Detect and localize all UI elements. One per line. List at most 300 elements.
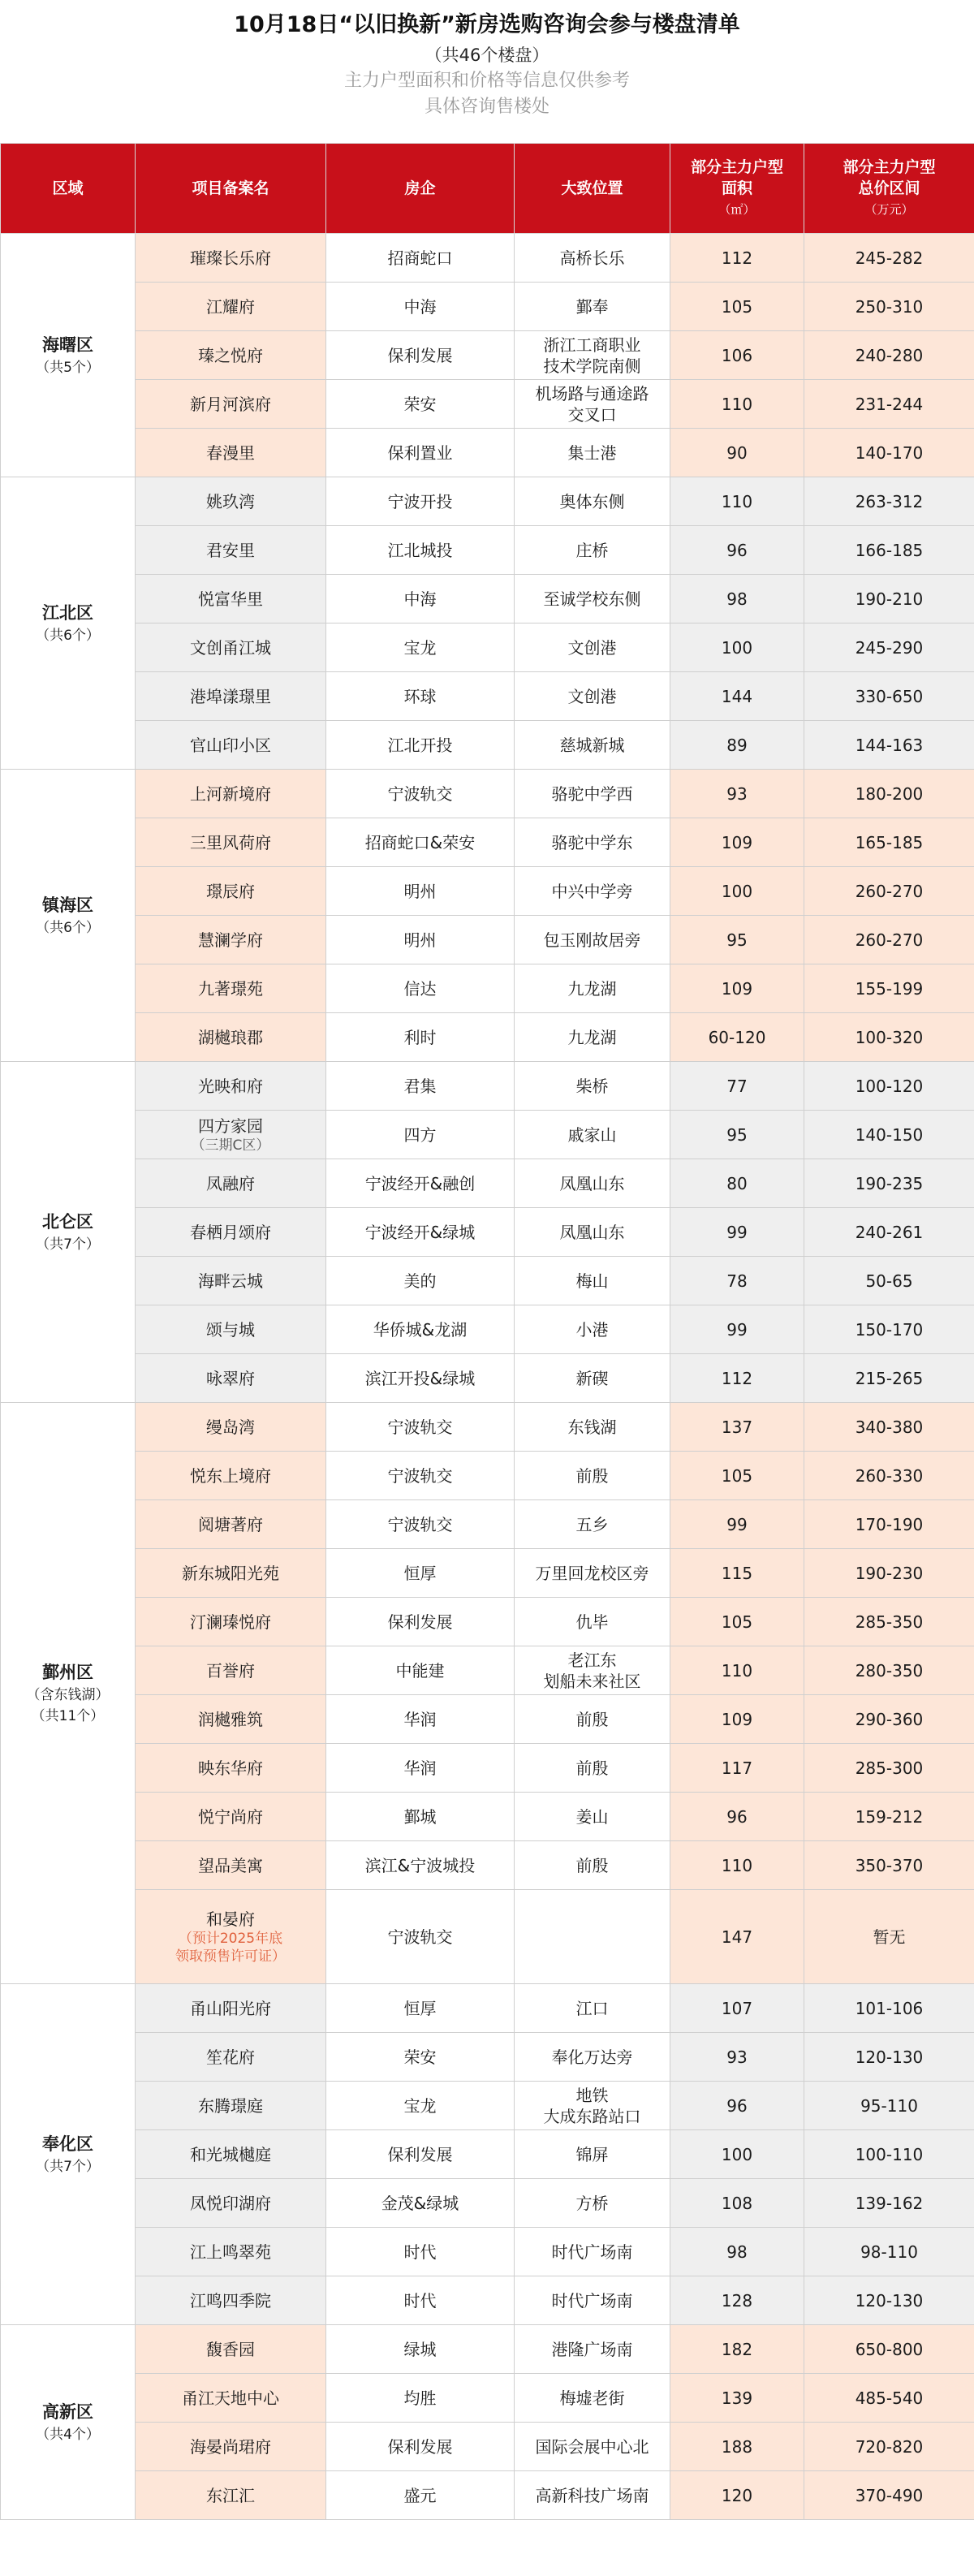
project-name-cell (136, 283, 326, 331)
developer-cell (326, 1500, 515, 1549)
developer-cell (326, 283, 515, 331)
price-cell-text: 245-282 (855, 248, 924, 268)
project-name-cell (136, 1549, 326, 1598)
project-name-cell (136, 1646, 326, 1695)
location-cell (515, 575, 670, 624)
location-cell (515, 2423, 670, 2471)
price-cell-text: 165-185 (855, 832, 924, 852)
project-name-cell (136, 1744, 326, 1793)
developer-cell-text: 江北开投 (387, 735, 453, 755)
table-row (1, 964, 974, 1013)
area-cell (670, 1013, 804, 1062)
area-cell (670, 2082, 804, 2130)
location-cell-text: 戚家山 (567, 1124, 617, 1145)
developer-cell-text: 华润 (403, 1709, 437, 1729)
project-name-cell (136, 2179, 326, 2228)
table-row (1, 2033, 974, 2082)
area-cell (670, 624, 804, 672)
table-row (1, 575, 974, 624)
price-cell (804, 1841, 974, 1890)
project-name-cell (136, 721, 326, 770)
location-cell-text: 凤凰山东 (559, 1222, 625, 1242)
price-cell (804, 1062, 974, 1111)
location-cell-text: 柴桥 (575, 1076, 609, 1096)
table-row (1, 1208, 974, 1257)
price-cell (804, 1500, 974, 1549)
disclaimer-line-1: 主力户型面积和价格等信息仅供参考 (343, 71, 630, 91)
location-cell (515, 1841, 670, 1890)
location-cell (515, 2228, 670, 2276)
developer-cell-text: 时代 (403, 2242, 437, 2262)
price-cell (804, 1354, 974, 1403)
project-name-cell (136, 477, 326, 526)
area-cell-text: 96 (726, 540, 748, 560)
table-row (1, 1646, 974, 1695)
developer-cell-text: 宁波轨交 (387, 1417, 453, 1437)
region-cell (1, 1062, 136, 1403)
price-cell-text: 190-230 (855, 1563, 924, 1583)
area-cell (670, 1208, 804, 1257)
area-cell-text: 95 (726, 930, 748, 950)
location-cell-text: 港隆广场南 (551, 2339, 633, 2359)
price-cell-text: 231-244 (855, 394, 924, 414)
project-name-cell (136, 2228, 326, 2276)
price-cell-text: 190-235 (855, 1173, 924, 1193)
developer-cell-text: 华侨城&龙湖 (373, 1319, 468, 1340)
table-row (1, 283, 974, 331)
area-cell (670, 575, 804, 624)
project-name-cell-text: 海畔云城 (198, 1271, 263, 1291)
location-cell-text: 前殷 (575, 1465, 609, 1486)
location-cell-text: 中兴中学旁 (551, 881, 633, 901)
project-name-cell-text: 慧澜学府 (198, 930, 263, 950)
price-header-line1: 部分主力户型 (843, 158, 936, 176)
table-row (1, 2130, 974, 2179)
location-cell (515, 2325, 670, 2374)
price-cell (804, 1257, 974, 1305)
project-name-cell (136, 1695, 326, 1744)
location-cell-text: 集士港 (567, 442, 617, 463)
table-row (1, 2179, 974, 2228)
price-cell-text: 650-800 (855, 2339, 924, 2359)
developer-cell (326, 721, 515, 770)
region-cell (1, 1984, 136, 2325)
project-name-cell-text: 四方家园 (198, 1115, 263, 1136)
price-cell-text: 155-199 (855, 978, 924, 999)
table-row (1, 1111, 974, 1159)
table-row (1, 1598, 974, 1646)
project-name-cell (136, 1890, 326, 1984)
developer-cell (326, 477, 515, 526)
project-name-cell-text: 笙花府 (206, 2047, 255, 2067)
developer-cell (326, 1598, 515, 1646)
developer-cell (326, 1841, 515, 1890)
price-cell-text: 290-360 (855, 1709, 924, 1729)
table-row (1, 1403, 974, 1452)
developer-cell-text: 滨江开投&绿城 (364, 1368, 476, 1388)
area-cell-text: 100 (721, 637, 753, 658)
developer-cell-text: 中能建 (395, 1660, 445, 1681)
developer-cell-text: 金茂&绿城 (381, 2193, 459, 2213)
developer-cell-text: 中海 (403, 296, 437, 317)
project-name-cell-text: 映东华府 (198, 1758, 263, 1778)
location-cell-text: 前殷 (575, 1709, 609, 1729)
price-cell (804, 672, 974, 721)
region-name: 北仑区 (42, 1211, 93, 1232)
area-cell (670, 1646, 804, 1695)
developer-cell (326, 234, 515, 283)
location-cell-text: 前殷 (575, 1855, 609, 1875)
developer-cell (326, 2423, 515, 2471)
area-cell-text: 98 (726, 2242, 748, 2262)
location-cell (515, 672, 670, 721)
price-cell (804, 575, 974, 624)
area-cell (670, 283, 804, 331)
table-row (1, 1549, 974, 1598)
project-name-cell (136, 1111, 326, 1159)
column-header-location: 大致位置 (515, 144, 670, 234)
price-cell-text: 暂无 (873, 1927, 906, 1947)
project-name-cell (136, 1208, 326, 1257)
developer-cell (326, 1062, 515, 1111)
area-cell (670, 1159, 804, 1208)
table-row (1, 672, 974, 721)
area-cell (670, 1354, 804, 1403)
area-cell (670, 2130, 804, 2179)
developer-cell (326, 1695, 515, 1744)
project-name-cell-text: 凤融府 (206, 1173, 255, 1193)
project-name-cell-text: 甬山阳光府 (190, 1998, 271, 2018)
price-cell-text: 485-540 (855, 2388, 924, 2408)
location-cell (515, 770, 670, 818)
region-cell (1, 2325, 136, 2520)
project-name-cell (136, 380, 326, 429)
developer-cell (326, 2276, 515, 2325)
location-cell-text: 老江东 划船未来社区 (543, 1650, 641, 1691)
price-cell (804, 2276, 974, 2325)
developer-cell-text: 招商蛇口 (387, 248, 453, 268)
project-name-cell (136, 1452, 326, 1500)
location-cell (515, 721, 670, 770)
developer-cell-text: 美的 (403, 1271, 437, 1291)
area-cell (670, 1305, 804, 1354)
price-cell (804, 1111, 974, 1159)
location-cell (515, 1062, 670, 1111)
project-name-cell (136, 2471, 326, 2520)
location-cell (515, 964, 670, 1013)
area-cell-text: 110 (721, 394, 753, 414)
area-cell-text: 96 (726, 1806, 748, 1827)
project-name-cell (136, 2276, 326, 2325)
project-name-cell-text: 春栖月颂府 (190, 1222, 271, 1242)
area-cell (670, 721, 804, 770)
project-name-cell-text: 璟辰府 (206, 881, 255, 901)
developer-cell-text: 均胜 (403, 2388, 437, 2408)
price-cell-text: 95-110 (860, 2095, 918, 2116)
price-cell-text: 98-110 (860, 2242, 918, 2262)
area-cell-text: 147 (721, 1927, 753, 1947)
price-cell (804, 2228, 974, 2276)
developer-cell-text: 江北城投 (387, 540, 453, 560)
developer-cell-text: 荣安 (403, 394, 437, 414)
table-row (1, 2228, 974, 2276)
location-cell (515, 1598, 670, 1646)
project-name-cell-text: 凤悦印湖府 (190, 2193, 271, 2213)
price-cell-text: 190-210 (855, 589, 924, 609)
location-cell-text: 梅墟老街 (559, 2388, 625, 2408)
developer-cell-text: 宁波经开&绿城 (364, 1222, 476, 1242)
location-cell-text: 高新科技广场南 (535, 2485, 649, 2505)
developer-cell (326, 1208, 515, 1257)
column-header-developer: 房企 (326, 144, 515, 234)
project-name-cell-text: 新月河滨府 (190, 394, 271, 414)
price-cell-text: 150-170 (855, 1319, 924, 1340)
area-cell (670, 1598, 804, 1646)
region-name: 镇海区 (42, 895, 93, 915)
project-name-cell (136, 2374, 326, 2423)
project-name-cell-text: 三里风荷府 (190, 832, 271, 852)
developer-cell (326, 1305, 515, 1354)
price-cell (804, 818, 974, 867)
area-cell-text: 128 (721, 2290, 753, 2311)
location-cell (515, 283, 670, 331)
project-name-cell-text: 和晏府 (206, 1909, 255, 1929)
page-title: 10月18日“以旧换新”新房选购咨询会参与楼盘清单 (234, 12, 740, 37)
project-name-cell-text: 缦岛湾 (206, 1417, 255, 1437)
table-row (1, 2423, 974, 2471)
area-cell-text: 80 (726, 1173, 748, 1193)
project-name-cell-text: 港埠漾璟里 (190, 686, 271, 706)
price-header-line2: 总价区间 (858, 179, 920, 197)
disclaimer-line-2: 具体咨询售楼处 (424, 97, 549, 117)
region-cell (1, 770, 136, 1062)
price-cell-text: 285-350 (855, 1612, 924, 1632)
price-cell-text: 180-200 (855, 783, 924, 804)
price-cell (804, 1695, 974, 1744)
table-row (1, 721, 974, 770)
project-name-cell (136, 526, 326, 575)
developer-cell (326, 1013, 515, 1062)
developer-cell (326, 1793, 515, 1841)
price-cell (804, 380, 974, 429)
area-cell (670, 1744, 804, 1793)
project-name-cell (136, 1013, 326, 1062)
price-cell (804, 2082, 974, 2130)
area-cell-text: 78 (726, 1271, 748, 1291)
location-cell (515, 477, 670, 526)
area-cell-text: 99 (726, 1319, 748, 1340)
price-cell (804, 2471, 974, 2520)
project-name-cell (136, 916, 326, 964)
area-cell-text: 90 (726, 442, 748, 463)
project-name-cell (136, 1403, 326, 1452)
location-cell (515, 1208, 670, 1257)
area-cell-text: 100 (721, 2144, 753, 2164)
price-cell-text: 50-65 (865, 1271, 913, 1291)
location-cell (515, 818, 670, 867)
price-cell (804, 721, 974, 770)
region-cell (1, 477, 136, 770)
price-cell (804, 867, 974, 916)
price-cell-text: 100-120 (855, 1076, 924, 1096)
location-cell (515, 2082, 670, 2130)
project-name-cell-text: 阅塘著府 (198, 1514, 263, 1534)
developer-cell-text: 恒厚 (403, 1998, 437, 2018)
project-name-cell (136, 2423, 326, 2471)
area-cell (670, 234, 804, 283)
developer-cell-text: 恒厚 (403, 1563, 437, 1583)
price-cell-text: 245-290 (855, 637, 924, 658)
developer-cell-text: 荣安 (403, 2047, 437, 2067)
region-name: 奉化区 (42, 2134, 93, 2154)
table-row (1, 1305, 974, 1354)
price-cell-text: 260-270 (855, 930, 924, 950)
price-cell (804, 1452, 974, 1500)
area-cell-text: 60-120 (708, 1027, 766, 1047)
developer-cell (326, 2228, 515, 2276)
developer-cell-text: 滨江&宁波城投 (364, 1855, 476, 1875)
location-cell-text: 鄞奉 (575, 296, 609, 317)
developer-cell (326, 1257, 515, 1305)
developer-cell-text: 华润 (403, 1758, 437, 1778)
price-cell (804, 1208, 974, 1257)
project-name-cell-text: 馥香园 (206, 2339, 255, 2359)
area-cell-text: 93 (726, 783, 748, 804)
area-cell (670, 2325, 804, 2374)
project-name-cell-text: 甬江天地中心 (182, 2388, 279, 2408)
location-cell-text: 时代广场南 (551, 2242, 633, 2262)
developer-cell (326, 2179, 515, 2228)
area-cell-text: 110 (721, 1855, 753, 1875)
developer-cell-text: 宁波轨交 (387, 1514, 453, 1534)
location-cell (515, 1305, 670, 1354)
area-cell (670, 1841, 804, 1890)
project-name-cell-text: 百誉府 (206, 1660, 255, 1681)
area-cell (670, 2033, 804, 2082)
developer-cell-text: 保利发展 (387, 2436, 453, 2457)
location-cell-text: 骆驼中学东 (551, 832, 633, 852)
location-cell (515, 624, 670, 672)
project-name-cell-text: 汀澜瑧悦府 (190, 1612, 271, 1632)
developer-cell (326, 2471, 515, 2520)
developer-cell-text: 鄞城 (403, 1806, 437, 1827)
project-name-cell (136, 964, 326, 1013)
area-cell-text: 112 (721, 248, 753, 268)
table-row (1, 234, 974, 283)
developer-cell-text: 宝龙 (403, 2095, 437, 2116)
area-cell-text: 105 (721, 1612, 753, 1632)
region-count: （共6个） (36, 627, 100, 644)
price-cell (804, 1159, 974, 1208)
area-cell-text: 109 (721, 1709, 753, 1729)
page-header (0, 0, 974, 143)
developer-cell (326, 2130, 515, 2179)
table-row (1, 1695, 974, 1744)
area-cell-text: 89 (726, 735, 748, 755)
area-cell-text: 99 (726, 1514, 748, 1534)
location-cell (515, 2130, 670, 2179)
region-count: （含东钱湖） (26, 1686, 110, 1703)
table-row (1, 867, 974, 916)
price-cell (804, 624, 974, 672)
region-count: （共6个） (36, 919, 100, 936)
price-cell-text: 140-150 (855, 1124, 924, 1145)
table-body (1, 234, 974, 2520)
region-count: （共7个） (36, 1236, 100, 1253)
project-phase-note: （三期C区） (191, 1137, 270, 1154)
area-cell (670, 429, 804, 477)
developer-cell (326, 1354, 515, 1403)
area-cell-text: 188 (721, 2436, 753, 2457)
table-row (1, 1013, 974, 1062)
developer-cell (326, 380, 515, 429)
area-cell-text: 106 (721, 345, 753, 365)
location-cell (515, 916, 670, 964)
area-cell (670, 2179, 804, 2228)
price-cell (804, 2374, 974, 2423)
project-name-cell (136, 2130, 326, 2179)
table-row (1, 380, 974, 429)
project-name-cell-text: 悦东上境府 (190, 1465, 271, 1486)
developer-cell (326, 331, 515, 380)
area-cell (670, 1062, 804, 1111)
location-cell (515, 1159, 670, 1208)
location-cell-text: 锦屏 (575, 2144, 609, 2164)
region-cell (1, 234, 136, 477)
location-cell-text: 小港 (575, 1319, 609, 1340)
price-cell-text: 340-380 (855, 1417, 924, 1437)
project-name-cell-text: 瑧之悦府 (198, 345, 263, 365)
location-cell-text: 九龙湖 (567, 978, 617, 999)
project-name-cell-text: 悦富华里 (198, 589, 263, 609)
location-cell-text: 奉化万达旁 (551, 2047, 633, 2067)
location-cell-text: 九龙湖 (567, 1027, 617, 1047)
project-name-cell (136, 575, 326, 624)
area-cell-text: 93 (726, 2047, 748, 2067)
project-license-note: （预计2025年底 领取预售许可证） (175, 1930, 286, 1965)
region-name: 高新区 (42, 2401, 93, 2422)
location-cell-text: 高桥长乐 (559, 248, 625, 268)
price-cell-text: 120-130 (855, 2047, 924, 2067)
area-cell-text: 107 (721, 1998, 753, 2018)
location-cell (515, 1354, 670, 1403)
location-cell (515, 1890, 670, 1984)
location-cell-text: 庄桥 (575, 540, 609, 560)
project-name-cell (136, 1305, 326, 1354)
developer-cell (326, 1646, 515, 1695)
area-cell-text: 120 (721, 2485, 753, 2505)
location-cell-text: 凤凰山东 (559, 1173, 625, 1193)
developer-cell-text: 保利发展 (387, 345, 453, 365)
price-cell-text: 720-820 (855, 2436, 924, 2457)
project-name-cell (136, 331, 326, 380)
project-name-cell (136, 1354, 326, 1403)
area-cell (670, 672, 804, 721)
price-cell-text: 240-261 (855, 1222, 924, 1242)
region-name: 海曙区 (42, 334, 93, 355)
location-cell-text: 国际会展中心北 (535, 2436, 649, 2457)
price-cell-text: 285-300 (855, 1758, 924, 1778)
price-cell-text: 263-312 (855, 491, 924, 511)
price-cell-text: 120-130 (855, 2290, 924, 2311)
price-cell (804, 1646, 974, 1695)
area-cell (670, 2471, 804, 2520)
project-name-cell (136, 2325, 326, 2374)
project-name-cell (136, 1984, 326, 2033)
table-row (1, 1257, 974, 1305)
area-cell-text: 105 (721, 296, 753, 317)
column-header-region: 区域 (1, 144, 136, 234)
